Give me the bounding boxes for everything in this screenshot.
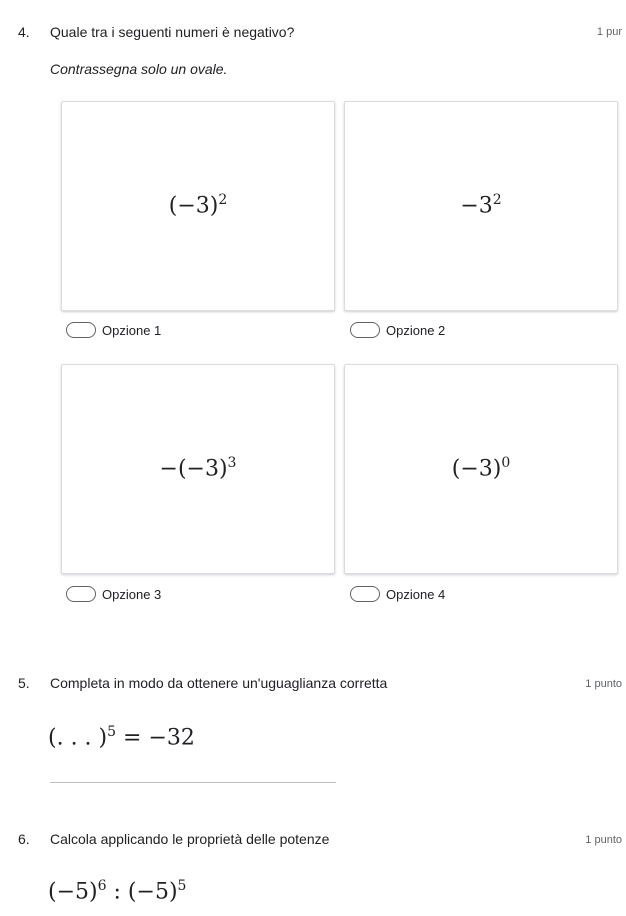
option-4-image-card — [344, 364, 618, 574]
question-title: Calcola applicando le proprietà delle potenze — [50, 831, 330, 847]
option-1-image-card — [61, 101, 335, 311]
option-2-choice[interactable] — [350, 322, 445, 338]
question-number: 4. — [18, 24, 30, 40]
option-label: Opzione 2 — [386, 322, 446, 338]
option-label: Opzione 4 — [386, 586, 446, 602]
option-label: Opzione 3 — [102, 586, 162, 602]
question-instruction: Contrassegna solo un ovale. — [50, 61, 228, 77]
option-label: Opzione 1 — [102, 322, 162, 338]
option-4-expression: $(-3)^0$ — [451, 455, 511, 482]
option-1-expression: $(-3)^2$ — [168, 192, 228, 219]
question-points: 1 punto — [585, 678, 622, 690]
short-answer-input[interactable] — [50, 782, 336, 783]
question-6-expression: $(-5)^6$ : $(-5)^5$ — [48, 878, 187, 905]
option-3-choice[interactable] — [66, 586, 161, 602]
option-2-expression: $-3^2$ — [460, 192, 502, 219]
radio-oval[interactable] — [66, 586, 96, 602]
question-points: 1 punto — [585, 834, 622, 846]
option-2-image-card — [344, 101, 618, 311]
question-points: 1 pur — [596, 26, 622, 38]
question-number: 5. — [18, 675, 30, 691]
question-5-expression: (. . . )$^5$ = −32 — [48, 724, 195, 751]
option-3-image-card — [61, 364, 335, 574]
option-4-choice[interactable] — [350, 586, 445, 602]
radio-oval[interactable] — [350, 586, 380, 602]
radio-oval[interactable] — [66, 322, 96, 338]
question-title: Quale tra i seguenti numeri è negativo? — [50, 24, 295, 40]
question-number: 6. — [18, 831, 30, 847]
question-title: Completa in modo da ottenere un'uguaglianza corretta — [50, 675, 388, 691]
option-1-choice[interactable] — [66, 322, 161, 338]
radio-oval[interactable] — [350, 322, 380, 338]
option-3-expression: $-(-3)^3$ — [159, 455, 237, 482]
